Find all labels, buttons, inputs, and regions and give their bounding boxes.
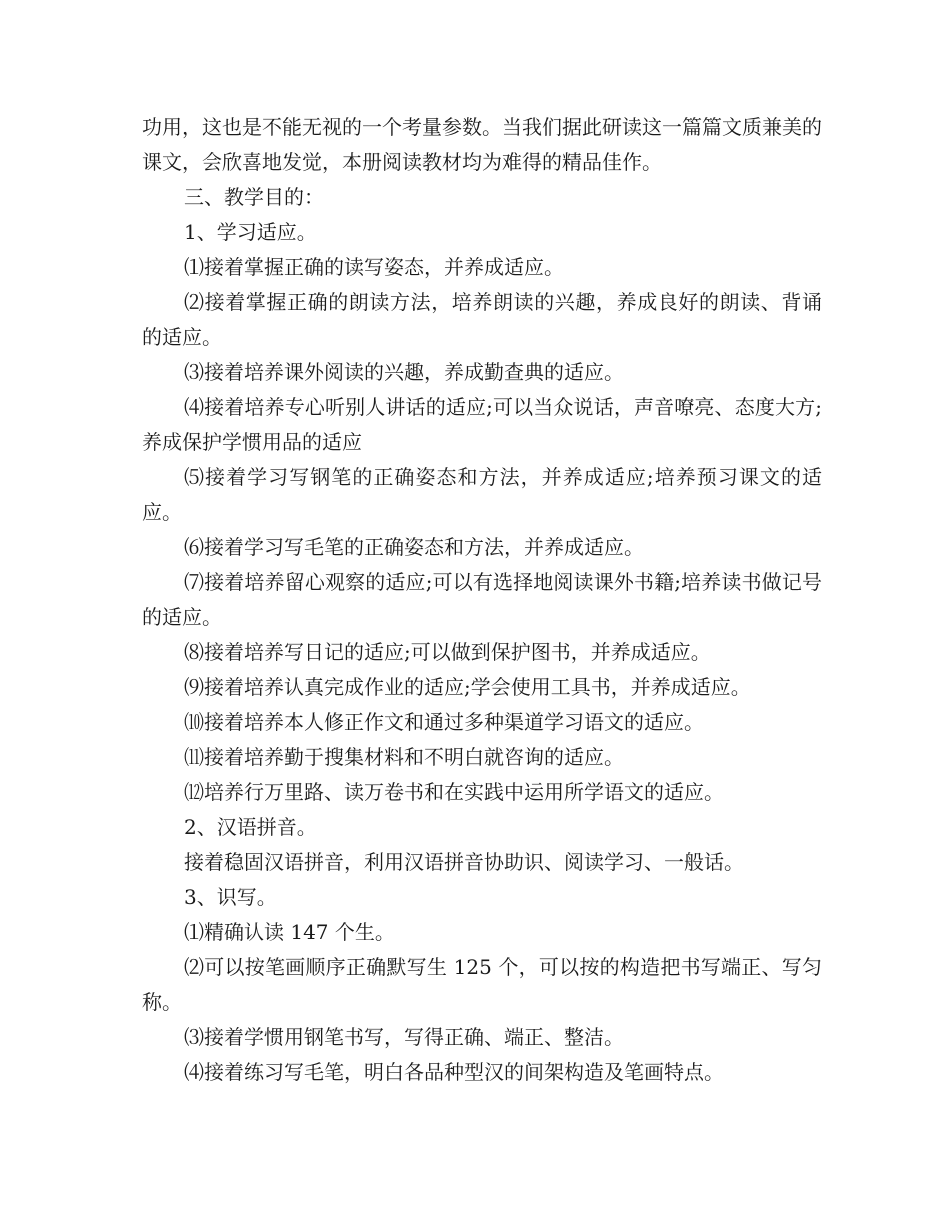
list-item: ⑴精确认读 147 个生。 [184, 920, 395, 944]
list-item: ⑷接着培养专心听别人讲话的适应;可以当众说话，声音嘹亮、态度大方;养成保护学惯用品的适应 [142, 395, 822, 454]
document-body [142, 110, 822, 1090]
list-item: ⑾接着培养勤于搜集材料和不明白就咨询的适应。 [184, 745, 624, 769]
list-item: ⑹接着学习写毛笔的正确姿态和方法，并养成适应。 [184, 535, 644, 559]
list-item: ⑵可以按笔画顺序正确默写生 125 个，可以按的构造把书写端正、写匀称。 [142, 955, 822, 1014]
list-item: ⑷接着练习写毛笔，明白各品种型汉的间架构造及笔画特点。 [184, 1060, 724, 1084]
list-item: ⑵接着掌握正确的朗读方法，培养朗读的兴趣，养成良好的朗读、背诵的适应。 [142, 290, 822, 349]
list-item: ⑼接着培养认真完成作业的适应;学会使用工具书，并养成适应。 [184, 675, 751, 699]
list-item: ⑺接着培养留心观察的适应;可以有选择地阅读课外书籍;培养读书做记号的适应。 [142, 570, 822, 629]
section-heading-teaching-goals: 三、教学目的： [184, 185, 324, 209]
list-item: ⑶接着培养课外阅读的兴趣，养成勤查典的适应。 [184, 360, 624, 384]
subheading-pinyin: 2、汉语拼音。 [184, 815, 317, 839]
paragraph-intro: 功用，这也是不能无视的一个考量参数。当我们据此研读这一篇篇文质兼美的课文，会欣喜地发觉，本册阅读教材均为难得的精品佳作。 [142, 115, 822, 174]
subheading-study-habits: 1、学习适应。 [184, 220, 317, 244]
list-item: ⑻接着培养写日记的适应;可以做到保护图书，并养成适应。 [184, 640, 711, 664]
paragraph-pinyin: 接着稳固汉语拼音，利用汉语拼音协助识、阅读学习、一般话。 [184, 850, 744, 874]
list-item: ⑶接着学惯用钢笔书写，写得正确、端正、整洁。 [184, 1025, 624, 1049]
list-item: ⑸接着学习写钢笔的正确姿态和方法，并养成适应;培养预习课文的适应。 [142, 465, 822, 524]
list-item: ⑿培养行万里路、读万卷书和在实践中运用所学语文的适应。 [184, 780, 724, 804]
list-item: ⑽接着培养本人修正作文和通过多种渠道学习语文的适应。 [184, 710, 704, 734]
list-item: ⑴接着掌握正确的读写姿态，并养成适应。 [184, 255, 564, 279]
subheading-writing: 3、识写。 [184, 885, 277, 909]
